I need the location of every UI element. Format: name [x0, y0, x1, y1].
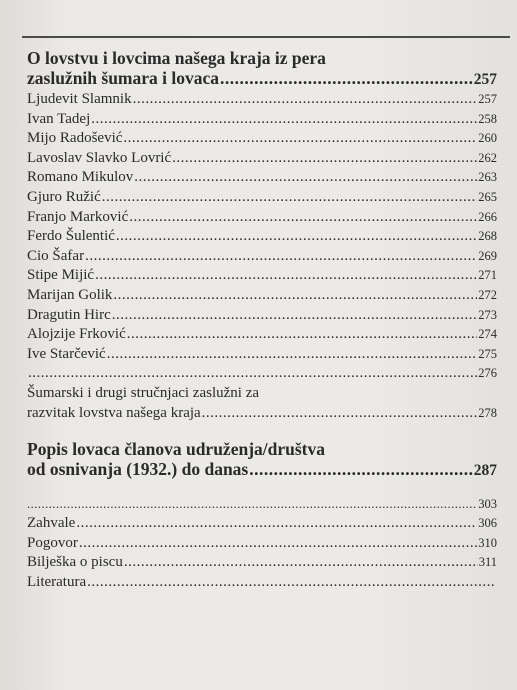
toc-entry [27, 149, 497, 169]
leader-dots [124, 553, 478, 573]
toc-entry [27, 286, 497, 306]
toc-entry-page: 269 [478, 248, 497, 263]
toc-entry-page: 303 [478, 497, 497, 512]
leader-dots [123, 129, 477, 149]
table-of-contents [27, 48, 497, 592]
toc-entry [27, 110, 497, 130]
toc-entry-page: 272 [478, 287, 497, 302]
leader-dots [107, 345, 478, 365]
toc-entry-title: Bilješka o piscu [27, 554, 123, 571]
top-rule [22, 36, 510, 38]
toc-entry-title: Cio Šafar [27, 247, 85, 264]
leader-dots [133, 90, 478, 110]
leader-dots [79, 534, 477, 554]
section1-entries [27, 90, 497, 364]
toc-entry-title: Lavoslav Slavko Lovrić [27, 149, 172, 166]
toc-entry-page: 257 [478, 92, 497, 106]
leader-dots [134, 168, 477, 188]
toc-entry-title: Ljudevit Slamnik [27, 91, 132, 107]
toc-entry-page: 306 [478, 516, 497, 531]
leader-dots [112, 306, 478, 326]
toc-entry [27, 168, 497, 188]
toc-entry-page: 310 [478, 535, 497, 550]
toc-page-only-line [27, 495, 497, 514]
toc-entry [27, 266, 497, 286]
leader-dots [76, 514, 477, 534]
leader-dots [28, 364, 477, 384]
toc-entry-title: Franjo Marković [27, 208, 129, 225]
toc-entry-page: 275 [478, 346, 497, 361]
toc-entry-page: 273 [478, 307, 497, 322]
section2-title-line2 [27, 459, 497, 481]
toc-entry-title: Gjuro Ružić [27, 188, 101, 205]
leader-dots [220, 68, 473, 88]
toc-entry-extra-line1: Šumarski i drugi stručnjaci zaslužni za [27, 384, 260, 401]
toc-entry [27, 208, 497, 228]
toc-entry [27, 534, 497, 554]
section1-title-page: 257 [473, 71, 497, 88]
leader-dots [202, 404, 478, 424]
toc-entry-page: 258 [478, 111, 497, 126]
toc-entry-page: 262 [478, 150, 497, 165]
leader-dots [91, 110, 477, 130]
toc-entry-page: 268 [478, 229, 497, 244]
toc-entry-page: 260 [478, 131, 497, 146]
section2-entries [27, 514, 497, 592]
toc-entry-page: 271 [478, 268, 497, 283]
leader-dots [116, 227, 477, 247]
toc-entry-title: Ivan Tadej [27, 110, 91, 127]
toc-entry [27, 90, 497, 110]
section1-title-line1: O lovstvu i lovcima našega kraja iz pera [27, 48, 326, 68]
section2-title-page: 287 [473, 462, 497, 480]
toc-entry-page: 265 [478, 189, 497, 204]
toc-entry [27, 306, 497, 326]
toc-entry-page: 266 [478, 209, 497, 224]
leader-dots [95, 266, 477, 286]
toc-entry-title: Ive Starčević [27, 345, 106, 362]
toc-entry [27, 553, 497, 573]
section1-title-text: zaslužnih šumara i lovaca [27, 68, 220, 88]
toc-entry-page: 274 [478, 327, 497, 342]
leader-dots [113, 286, 477, 306]
toc-entry-title: Alojzije Frković [27, 326, 126, 343]
toc-entry-title: Zahvale [27, 515, 76, 532]
toc-entry-page: 311 [478, 555, 497, 570]
toc-entry-extra-before [27, 364, 497, 384]
toc-entry [27, 325, 497, 345]
leader-dots [172, 149, 477, 169]
leader-dots [102, 188, 478, 208]
leader-dots [87, 573, 496, 593]
toc-entry-title: Literatura [27, 573, 87, 590]
leader-dots [249, 459, 473, 479]
toc-entry-title: Marijan Golik [27, 286, 113, 303]
section1-title-line2 [27, 68, 497, 90]
toc-entry-title: Mijo Radošević [27, 130, 123, 147]
section2-title-text: od osnivanja (1932.) do danas [27, 459, 249, 480]
toc-entry [27, 227, 497, 247]
leader-dots [85, 247, 477, 267]
toc-entry-extra-line2 [27, 404, 497, 424]
toc-entry-page: 278 [478, 405, 497, 420]
toc-entry-page: 263 [478, 170, 497, 185]
toc-entry [27, 345, 497, 365]
toc-entry-title: Stipe Mijić [27, 267, 95, 284]
toc-entry [27, 573, 497, 593]
toc-entry [27, 188, 497, 208]
toc-entry-title: Ferdo Šulentić [27, 228, 115, 245]
toc-entry [27, 514, 497, 534]
leader-dots [127, 325, 478, 345]
toc-entry [27, 247, 497, 267]
toc-entry-title: Romano Mikulov [27, 169, 134, 186]
leader-dots [129, 208, 477, 228]
toc-entry [27, 129, 497, 149]
toc-entry-title: Pogovor [27, 534, 78, 551]
section2-title-line1: Popis lovaca članova udruženja/društva [27, 439, 326, 460]
leader-dots [27, 495, 477, 514]
toc-entry-title: razvitak lovstva našega kraja [27, 404, 201, 421]
toc-entry-page: 276 [478, 366, 497, 381]
toc-entry-title: Dragutin Hirc [27, 306, 111, 323]
